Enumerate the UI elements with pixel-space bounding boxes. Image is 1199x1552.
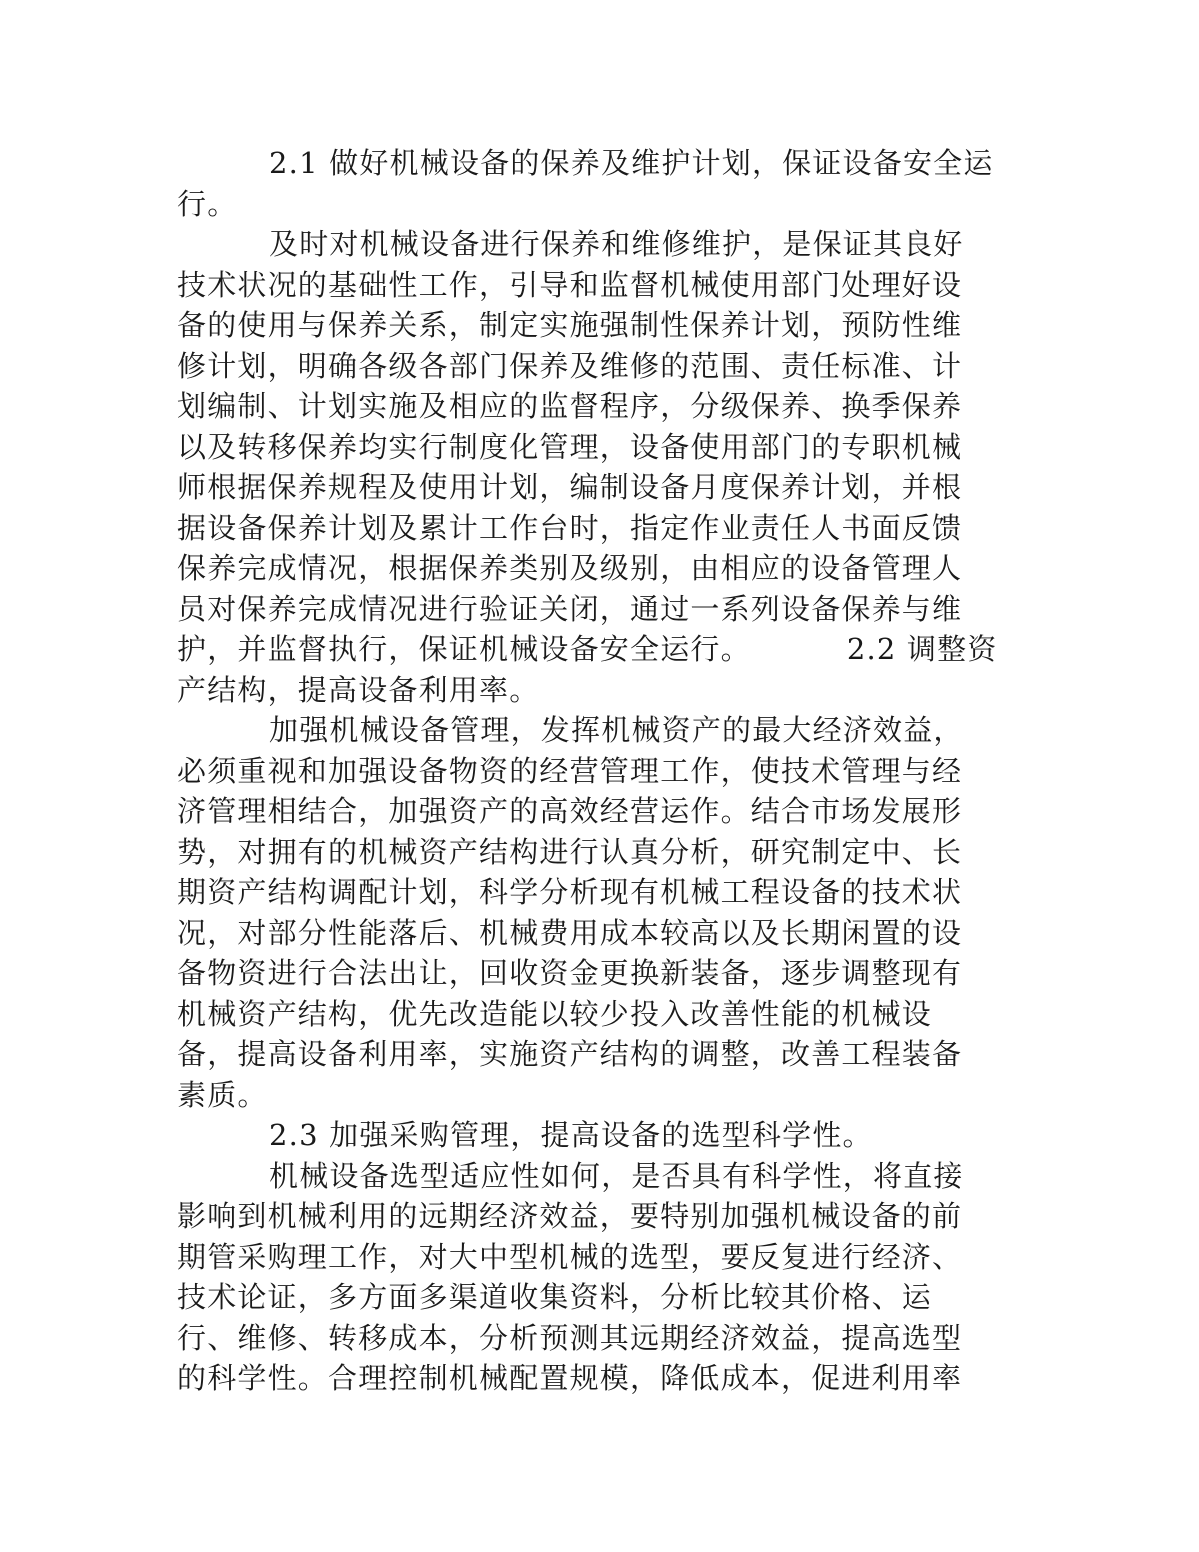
text-line: 以及转移保养均实行制度化管理，设备使用部门的专职机械 [177, 429, 963, 464]
paragraph-start: 机械设备选型适应性如何，是否具有科学性，将直接 [269, 1158, 964, 1193]
text-line: 划编制、计划实施及相应的监督程序，分级保养、换季保养 [177, 389, 963, 423]
paragraph-start: 及时对机械设备进行保养和维修维护，是保证其良好 [269, 227, 964, 261]
text-line: 素质。 [177, 1077, 268, 1112]
text-line: 技术论证，多方面多渠道收集资料，分析比较其价格、运 [177, 1280, 933, 1314]
text-line: 必须重视和加强设备物资的经营管理工作，使技术管理与经 [177, 753, 963, 788]
text-line: 影响到机械利用的远期经济效益，要特别加强机械设备的前 [177, 1199, 963, 1233]
document-page [177, 143, 1023, 1399]
text-line: 况，对部分性能落后、机械费用成本较高以及长期闲置的设 [177, 915, 963, 950]
text-segment: 护，并监督执行，保证机械设备安全运行。 [177, 632, 751, 666]
text-line: 据设备保养计划及累计工作台时，指定作业责任人书面反馈 [177, 510, 963, 545]
text-line: 济管理相结合，加强资产的高效经营运作。结合市场发展形 [177, 794, 963, 828]
text-line: 备的使用与保养关系，制定实施强制性保养计划，预防性维 [177, 308, 963, 342]
text-line-with-heading [177, 629, 1023, 670]
text-line: 师根据保养规程及使用计划，编制设备月度保养计划，并根 [177, 470, 963, 504]
text-line: 修计划，明确各级各部门保养及维修的范围、责任标准、计 [177, 348, 963, 383]
paragraph-start: 加强机械设备管理，发挥机械资产的最大经济效益， [269, 713, 964, 747]
heading-2-1: 2.1 做好机械设备的保养及维护计划，保证设备安全运 [269, 146, 994, 180]
text-line: 期管采购理工作，对大中型机械的选型，要反复进行经济、 [177, 1239, 963, 1274]
text-line: 行、维修、转移成本，分析预测其远期经济效益，提高选型 [177, 1320, 963, 1355]
heading-2-3: 2.3 加强采购管理，提高设备的选型科学性。 [269, 1118, 873, 1152]
text-line: 技术状况的基础性工作，引导和监督机械使用部门处理好设 [177, 267, 963, 302]
text-line: 员对保养完成情况进行验证关闭，通过一系列设备保养与维 [177, 591, 963, 626]
text-line: 势，对拥有的机械资产结构进行认真分析，研究制定中、长 [177, 834, 963, 869]
text-line: 期资产结构调配计划，科学分析现有机械工程设备的技术状 [177, 875, 963, 909]
text-line: 保养完成情况，根据保养类别及级别，由相应的设备管理人 [177, 551, 963, 585]
text-line: 备，提高设备利用率，实施资产结构的调整，改善工程装备 [177, 1037, 963, 1071]
text-line: 机械资产结构，优先改造能以较少投入改善性能的机械设 [177, 996, 933, 1031]
text-line: 备物资进行合法出让，回收资金更换新装备，逐步调整现有 [177, 956, 963, 990]
text-line: 产结构，提高设备利用率。 [177, 672, 540, 707]
heading-2-2: 2.2 调整资 [846, 632, 998, 666]
text-line: 的科学性。合理控制机械配置规模，降低成本，促进利用率 [177, 1361, 963, 1395]
text-line: 行。 [177, 186, 238, 221]
